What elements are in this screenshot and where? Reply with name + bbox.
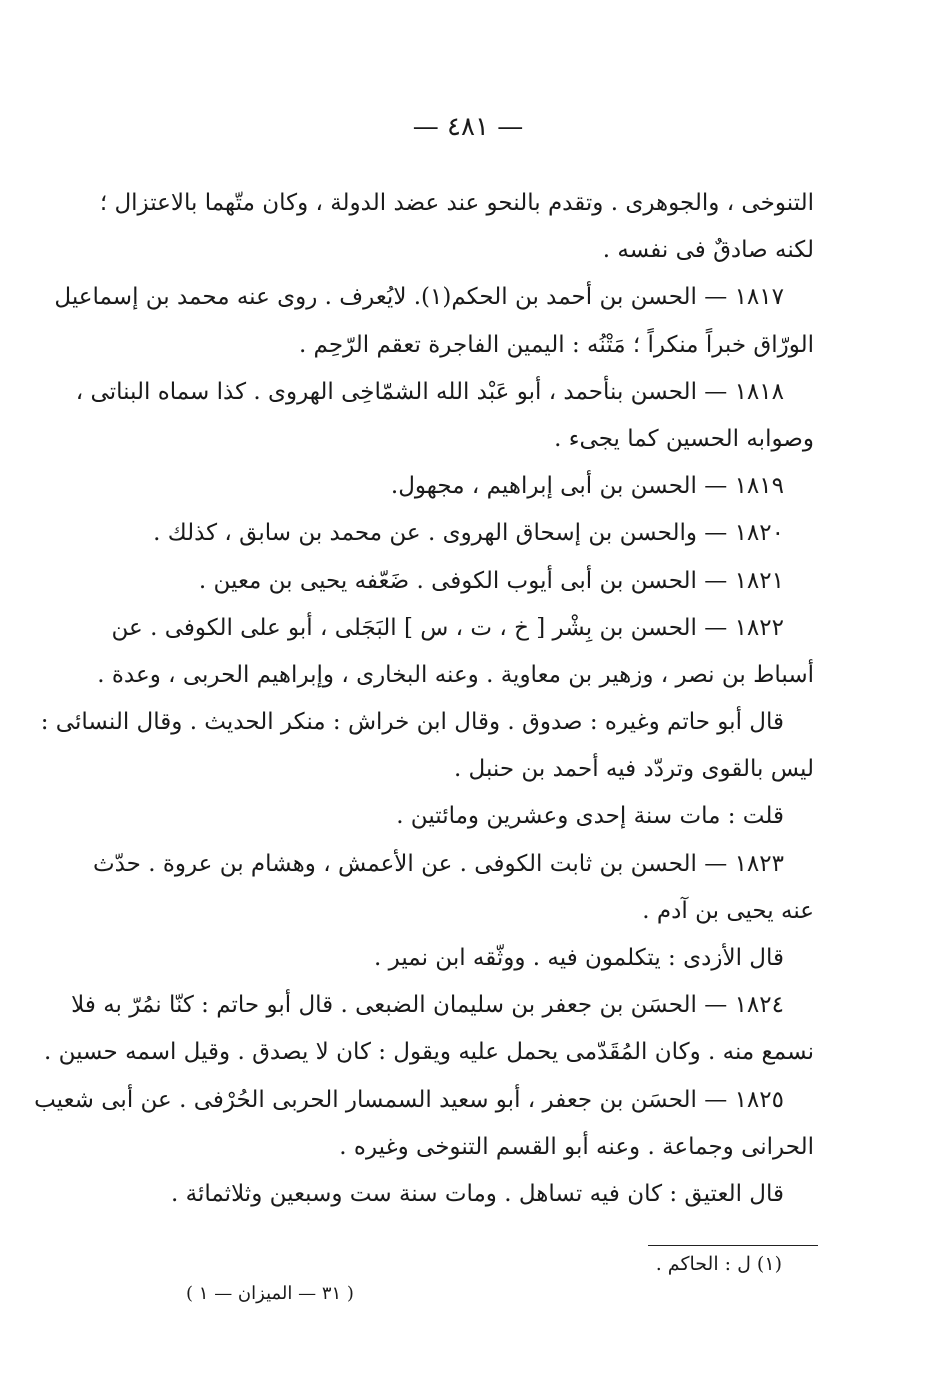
text-line: قال أبو حاتم وغيره : صدوق . وقال ابن خراش : منكر الحديث . وقال النسائى :: [40, 709, 784, 736]
text-line: وصوابه الحسين كما يجىء .: [554, 425, 814, 452]
text-line: ١٨١٨ — الحسن بنأحمد ، أبو عَبْد الله الشمّاخِى الهروى . كذا سماه البناتى ،: [75, 378, 784, 405]
text-line: قال العتيق : كان فيه تساهل . ومات سنة ست وسبعين وثلاثمائة .: [171, 1180, 784, 1207]
text-line: أسباط بن نصر ، وزهير بن معاوية . وعنه البخارى ، وإبراهيم الحربى ، وعدة .: [97, 661, 814, 688]
footnote: (١) ل : الحاكم .: [655, 1253, 782, 1275]
text-line: ليس بالقوى وتردّد فيه أحمد بن حنبل .: [453, 756, 814, 783]
text-line: عنه يحيى بن آدم .: [642, 897, 814, 924]
text-line: ١٨٢٠ — والحسن بن إسحاق الهروى . عن محمد بن سابق ، كذلك .: [153, 520, 784, 547]
text-line: ١٨٢٣ — الحسن بن ثابت الكوفى . عن الأعمش ، وهشام بن عروة . حدّث: [92, 850, 784, 877]
body-text: [34, 180, 814, 1218]
text-line: ١٨٢٤ — الحسَن بن جعفر بن سليمان الضبعى . قال أبو حاتم : كنّا نمُرّ به فلا: [71, 992, 784, 1019]
text-line: الورّاق خبراً منكراً ؛ مَتْنُه : اليمين الفاجرة تعقم الرّحِم .: [298, 331, 814, 358]
footnote-divider: [648, 1245, 818, 1246]
page-number: — ٤٨١ —: [412, 112, 524, 142]
text-line: ١٨٢١ — الحسن بن أبى أيوب الكوفى . ضَعّفه يحيى بن معين .: [198, 567, 784, 594]
text-line: ١٨١٧ — الحسن بن أحمد بن الحكم(١). لايُعرف . روى عنه محمد بن إسماعيل: [54, 284, 784, 311]
text-line: قلت : مات سنة إحدى وعشرين ومائتين .: [396, 803, 784, 830]
text-line: التنوخى ، والجوهرى . وتقدم بالنحو عند عضد الدولة ، وكان متّهما بالاعتزال ؛: [99, 190, 814, 216]
text-line: ١٨٢٥ — الحسَن بن جعفر ، أبو سعيد السمسار الحربى الحُرْفى . عن أبى شعيب: [34, 1086, 784, 1113]
text-line: لكنه صادقٌ فى نفسه .: [602, 237, 814, 264]
text-line: ١٨٢٢ — الحسن بن بِشْر [ خ ، ت ، س ] البَجَلى ، أبو على الكوفى . عن: [111, 614, 784, 641]
text-line: ١٨١٩ — الحسن بن أبى إبراهيم ، مجهول.: [390, 473, 784, 500]
text-line: الحرانى وجماعة . وعنه أبو القسم التنوخى وغيره .: [339, 1133, 814, 1160]
printer-signature: ( ٣١ — الميزان — ١ ): [186, 1283, 354, 1304]
text-line: نسمع منه . وكان المُقَدّمى يحمل عليه ويقول : كان لا يصدق . وقيل اسمه حسين .: [43, 1039, 814, 1066]
text-line: قال الأزدى : يتكلمون فيه . ووثّقه ابن نمير .: [374, 945, 784, 971]
